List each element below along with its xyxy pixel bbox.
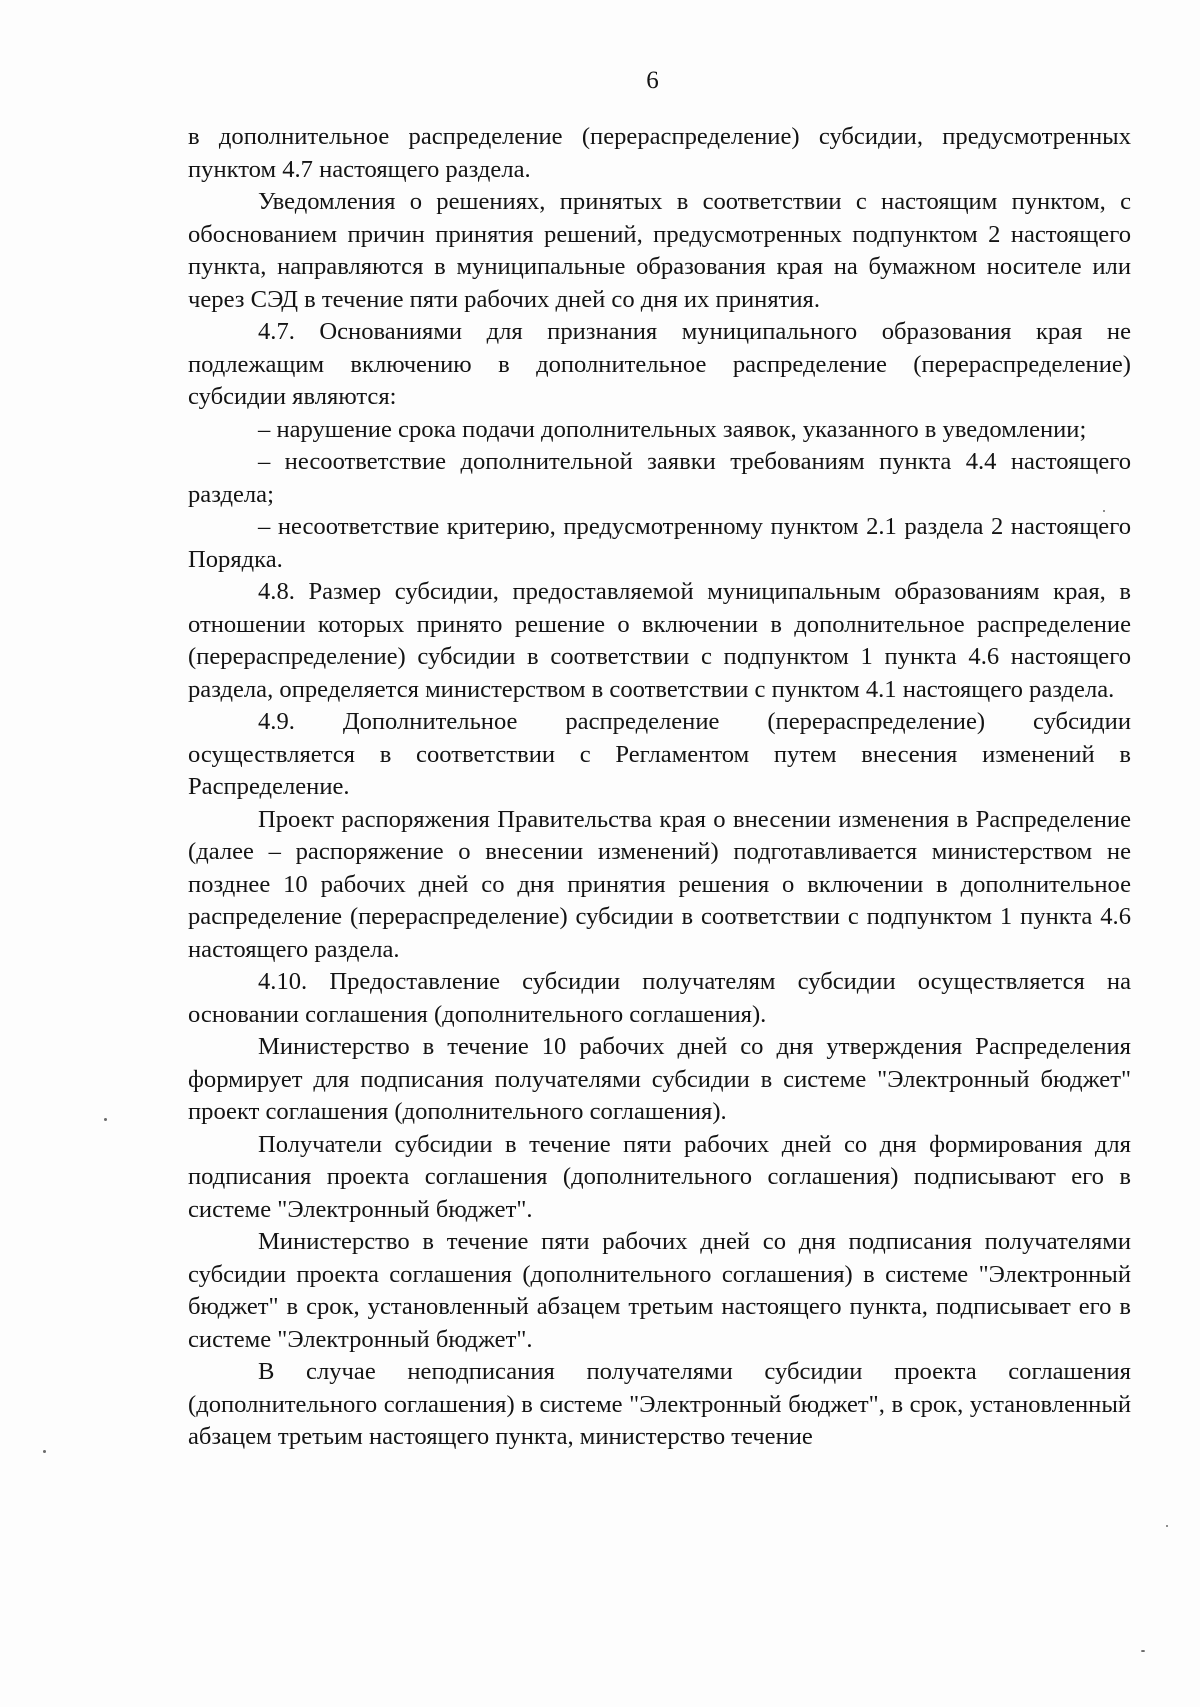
paragraph: 4.7. Основаниями для признания муниципального образования края не подлежащим включению в дополнительное распределение (перераспределение) субсидии являются:: [188, 318, 1131, 410]
paragraph: 4.10. Предоставление субсидии получателям субсидии осуществляется на основании соглашения (дополнительного соглашения).: [188, 968, 1131, 1028]
paragraph: – несоответствие критерию, предусмотренному пунктом 2.1 раздела 2 настоящего Порядка.: [188, 513, 1131, 573]
scan-speck: [1166, 1525, 1168, 1527]
paragraph: Министерство в течение пяти рабочих дней со дня подписания получателями субсидии проекта соглашения (дополнительного соглашения) в системе "Электронный бюджет" в срок, установленный абзацем третьим настоящего пункта, подписывает его в системе "Электронный бюджет".: [188, 1228, 1131, 1353]
document-body: [188, 121, 1131, 1454]
paragraph: Проект распоряжения Правительства края о внесении изменения в Распределение (далее – распоряжение о внесении изменений) подготавливается министерством не позднее 10 рабочих дней со дня принятия решения о включении в дополнительное распределение (перераспределение) субсидии в соответствии с подпунктом 1 пункта 4.6 настоящего раздела.: [188, 805, 1131, 963]
paragraph: В случае неподписания получателями субсидии проекта соглашения (дополнительного соглашения) в системе "Электронный бюджет", в срок, установленный абзацем третьим настоящего пункта, министерство течение: [188, 1358, 1131, 1450]
paragraph: – несоответствие дополнительной заявки требованиям пункта 4.4 настоящего раздела;: [188, 448, 1131, 508]
scan-speck: [1103, 510, 1105, 512]
paragraph: Министерство в течение 10 рабочих дней со дня утверждения Распределения формирует для подписания получателями субсидии в системе "Электронный бюджет" проект соглашения (дополнительного соглашения).: [188, 1033, 1131, 1125]
scan-speck: [1141, 1650, 1145, 1652]
paragraph: Получатели субсидии в течение пяти рабочих дней со дня формирования для подписания проекта соглашения (дополнительного соглашения) подписывают его в системе "Электронный бюджет".: [188, 1130, 1131, 1223]
paragraph: в дополнительное распределение (перераспределение) субсидии, предусмотренных пунктом 4.7 настоящего раздела.: [188, 123, 1131, 183]
scan-speck: [104, 1118, 107, 1121]
scan-speck: [43, 1450, 46, 1453]
paragraph: 4.9. Дополнительное распределение (перераспределение) субсидии осуществляется в соответствии с Регламентом путем внесения изменений в Распределение.: [188, 708, 1131, 800]
paragraph: – нарушение срока подачи дополнительных заявок, указанного в уведомлении;: [258, 415, 1087, 443]
paragraph: 4.8. Размер субсидии, предоставляемой муниципальным образованиям края, в отношении которых принято решение о включении в дополнительное распределение (перераспределение) субсидии в соответствии с подпунктом 1 пункта 4.6 настоящего раздела, определяется министерством в соответствии с пунктом 4.1 настоящего раздела.: [188, 578, 1131, 703]
page-number: 6: [646, 67, 659, 94]
paragraph: Уведомления о решениях, принятых в соответствии с настоящим пунктом, с обоснованием причин принятия решений, предусмотренных подпунктом 2 настоящего пункта, направляются в муниципальные образования края на бумажном носителе или через СЭД в течение пяти рабочих дней со дня их принятия.: [188, 188, 1131, 313]
